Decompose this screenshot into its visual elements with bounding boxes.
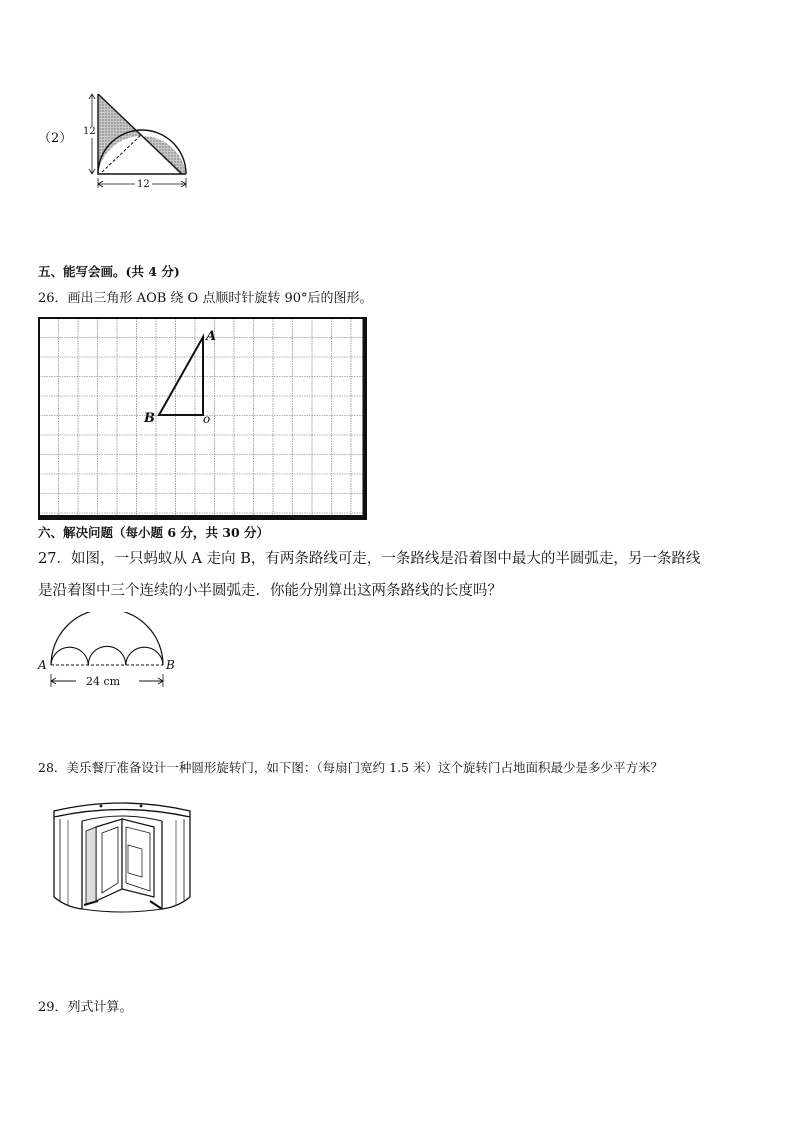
semicircle-point-b: B xyxy=(166,658,175,672)
point-o-label: o xyxy=(203,412,211,426)
q27-line2: 是沿着图中三个连续的小半圆弧走．你能分别算出这两条路线的长度吗？ xyxy=(38,583,502,599)
point-b-label: B xyxy=(144,411,155,426)
revolving-door-figure xyxy=(46,797,198,917)
section5-heading: 五、能写会画。(共 4 分) xyxy=(38,264,180,279)
q29-text: 29．列式计算。 xyxy=(38,1000,133,1015)
figure-label: （2） xyxy=(38,131,73,146)
triangle-aob xyxy=(159,337,203,415)
q26-text: 26．画出三角形 AOB 绕 O 点顺时针旋转 90°后的图形。 xyxy=(38,291,373,306)
figure-side-label: 12 xyxy=(83,126,96,137)
semicircle-point-a: A xyxy=(38,658,47,672)
figure-base-label: 12 xyxy=(137,179,150,190)
section6-heading: 六、解决问题（每小题 6 分，共 30 分） xyxy=(38,525,270,540)
q27-line1: 27．如图，一只蚂蚁从 A 走向 B，有两条路线可走，一条路线是沿着图中最大的半圆弧走，另一条路线 xyxy=(38,551,701,567)
q28-text: 28．美乐餐厅准备设计一种圆形旋转门，如下图：（每扇门宽约 1.5 米）这个旋转门占地面积最少是多少平方米？ xyxy=(38,760,663,775)
semicircle-length-label: 24 cm xyxy=(86,675,121,688)
point-a-label: A xyxy=(206,329,217,344)
